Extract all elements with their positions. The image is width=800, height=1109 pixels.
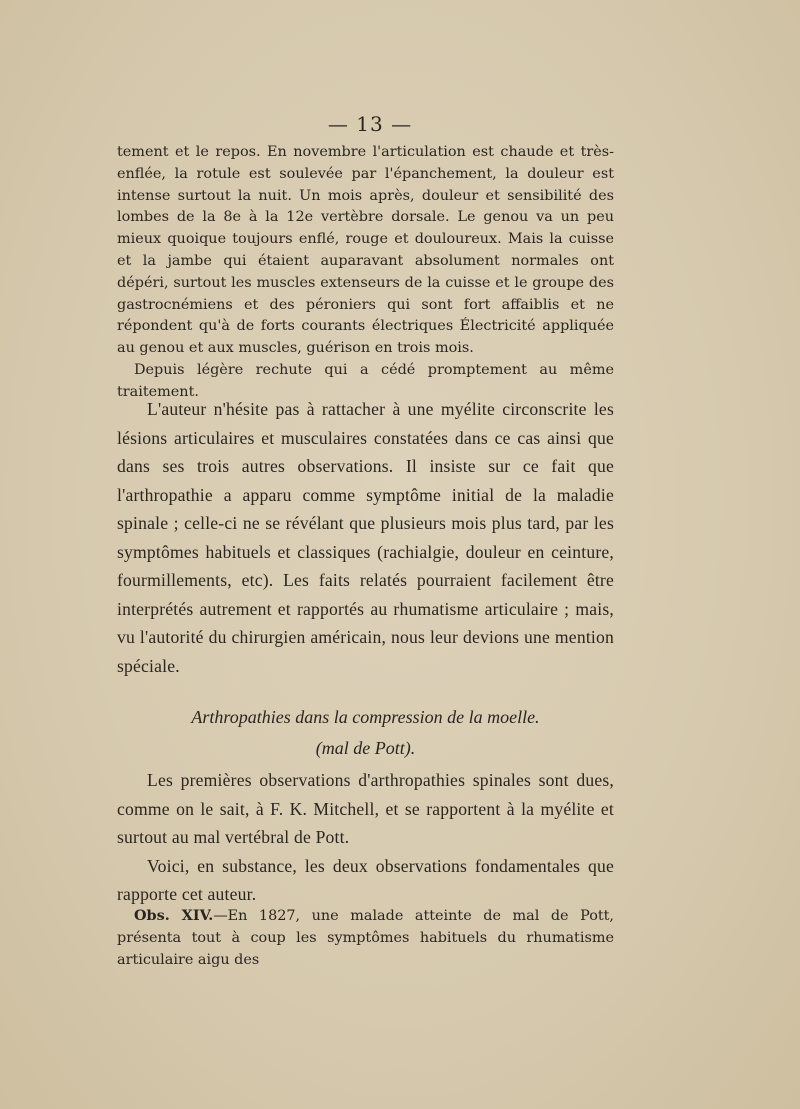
page-number: — 13 — bbox=[327, 112, 413, 136]
section-paragraph-1: Les premières observations d'arthropathies spinales sont dues, comme on le sait, à F. K. Mitchell, et se rapportent à la myélite et surtout au mal vertébral de Pott. bbox=[117, 770, 614, 847]
section-paragraph-2: Voici, en substance, les deux observations fondamentales que rapporte cet auteur. bbox=[117, 855, 614, 904]
section-body bbox=[117, 766, 614, 909]
observation-text: —En 1827, une malade atteinte de mal de Pott, présenta tout à coup les symptômes habituels du rhumatisme articulaire aigu des bbox=[117, 908, 614, 968]
case-continuation-text bbox=[117, 142, 614, 404]
section-heading bbox=[117, 702, 614, 764]
case-relapse-paragraph: Depuis légère rechute qui a cédé promptement au même traitement. bbox=[117, 361, 614, 400]
commentary-paragraph: L'auteur n'hésite pas à rattacher à une myélite circonscrite les lésions articulaires et musculaires constatées dans ce cas ainsi que dans ses trois autres observations. Il insiste sur ce fait que l'arthropathie a apparu comme symptôme initial de la maladie spinale ; celle-ci ne se révélant que plusieurs mois plus tard, par les symptômes habituels et classiques (rachialgie, douleur en ceinture, fourmillements, etc). Les faits relatés pourraient facilement être interprétés autrement et rapportés au rhumatisme articulaire ; mais, vu l'autorité du chirurgien américain, nous leur devions une mention spéciale. bbox=[117, 399, 614, 676]
author-commentary bbox=[117, 395, 614, 680]
section-heading-subtitle: (mal de Pott). bbox=[315, 738, 416, 758]
section-heading-title: Arthropathies dans la compression de la moelle. bbox=[191, 707, 540, 727]
observation-paragraph bbox=[117, 905, 614, 971]
observation-label: Obs. XIV. bbox=[134, 907, 214, 924]
observation-block bbox=[117, 905, 614, 971]
case-paragraph: tement et le repos. En novembre l'articulation est chaude et très-enflée, la rotule est soulevée par l'épanchement, la douleur est intense surtout la nuit. Un mois après, douleur et sensibilité des lombes de la 8e à la 12e vertèbre dorsale. Le genou va un peu mieux quoique toujours enflé, rouge et douloureux. Mais la cuisse et la jambe qui étaient auparavant absolument normales ont dépéri, surtout les muscles extenseurs de la cuisse et le groupe des gastrocnémiens et des péroniers qui sont fort affaiblis et ne répondent qu'à de forts courants électriques Électricité appliquée au genou et aux muscles, guérison en trois mois. bbox=[117, 144, 614, 357]
